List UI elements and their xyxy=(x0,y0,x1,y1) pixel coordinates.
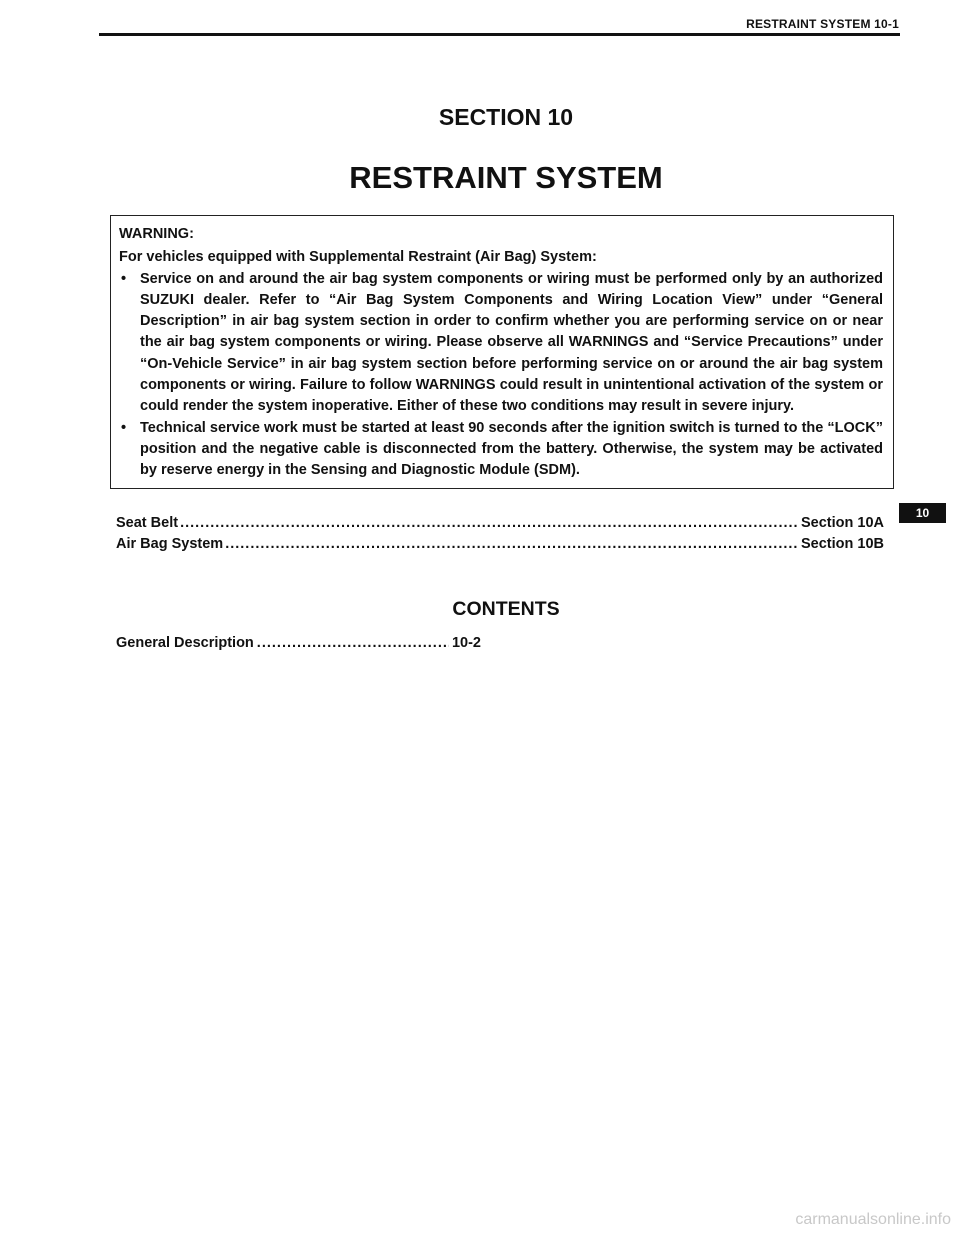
section-link-label: Seat Belt xyxy=(116,515,179,531)
warning-list xyxy=(119,269,883,482)
section-link-seat-belt[interactable] xyxy=(116,515,884,535)
contents-heading: CONTENTS xyxy=(452,598,560,620)
section-link-label: Air Bag System xyxy=(116,536,224,552)
warning-heading: WARNING: xyxy=(119,226,194,242)
dot-leader xyxy=(225,536,799,552)
bullet-icon: • xyxy=(121,419,127,436)
watermark: carmanualsonline.info xyxy=(795,1211,951,1228)
warning-item-text: Technical service work must be started at least 90 seconds after the ignition switch is turned to the “LOCK” position and the negative cable is disconnected from the battery. Otherwise, the system may be activated by reserve energy in the Sensing and Diagnostic Module (SDM). xyxy=(140,419,883,479)
contents-item-page: 10-2 xyxy=(451,635,481,651)
contents-item-label: General Description xyxy=(116,635,254,651)
bullet-icon: • xyxy=(121,270,127,287)
warning-item-text: Service on and around the air bag system components or wiring must be performed only by an authorized SUZUKI dealer. Refer to “Air Bag System Components and Wiring Location View” under “General Description” in air bag system section in order to confirm whether you are performing service on or near the air bag system components or wiring. Please observe all WARNINGS and “Service Precautions” under “On-Vehicle Service” in air bag system section before performing service on or around the air bag system components or wiring. Failure to follow WARNINGS could result in unintentional activation of the system or could render the system inoperative. Either of these two conditions may result in severe injury. xyxy=(140,270,883,415)
dot-leader xyxy=(257,635,449,651)
warning-item xyxy=(119,418,883,482)
section-link-air-bag-system[interactable] xyxy=(116,536,884,556)
dot-leader xyxy=(180,515,799,531)
section-number-title: SECTION 10 xyxy=(438,104,574,130)
section-link-ref: Section 10B xyxy=(801,536,884,552)
header-rule xyxy=(99,33,900,36)
warning-item xyxy=(119,269,883,418)
section-tab-marker: 10 xyxy=(899,503,946,523)
contents-item-general-description[interactable] xyxy=(116,635,481,651)
running-header: RESTRAINT SYSTEM 10-1 xyxy=(746,17,899,31)
warning-intro: For vehicles equipped with Supplemental Restraint (Air Bag) System: xyxy=(119,249,597,266)
section-link-ref: Section 10A xyxy=(801,515,884,531)
page-title: RESTRAINT SYSTEM xyxy=(349,160,663,195)
warning-box xyxy=(110,215,894,489)
